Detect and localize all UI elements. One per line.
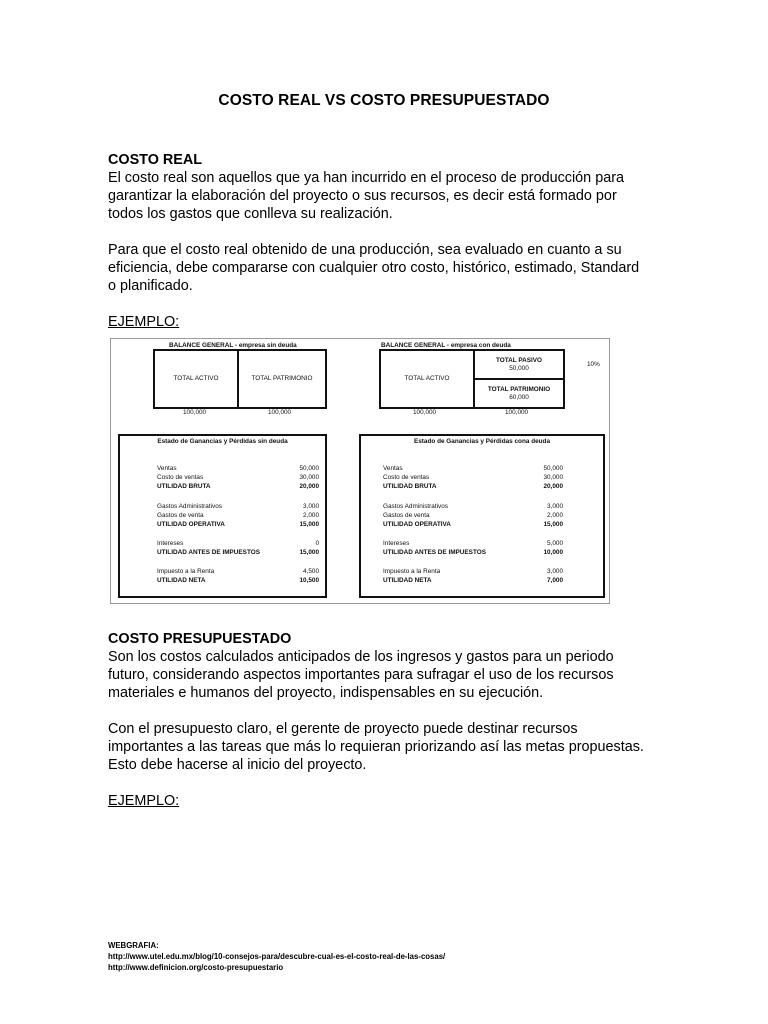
row-label: UTILIDAD NETA xyxy=(157,577,206,584)
income-statement-box xyxy=(118,434,327,598)
balance-header: BALANCE GENERAL - empresa con deuda xyxy=(381,342,511,349)
statement-row xyxy=(157,540,319,549)
statement-rows xyxy=(383,436,563,596)
reference-link[interactable]: http://www.utel.edu.mx/blog/10-consejos-para/descubre-cual-es-el-costo-real-de-las-cosas/ xyxy=(108,952,446,961)
row-value: 7,000 xyxy=(547,577,563,584)
rate-label: 10% xyxy=(587,361,600,368)
row-value: 50,000 xyxy=(543,465,563,472)
row-label: Intereses xyxy=(383,540,410,547)
statement-header: Estado de Ganancias y Pérdidas cona deuda xyxy=(413,438,551,445)
value-label: 100,000 xyxy=(505,409,529,416)
value-label: 100,000 xyxy=(268,409,292,416)
row-value: 10,000 xyxy=(543,549,563,556)
row-label: Impuesto a la Renta xyxy=(383,568,441,575)
statement-row xyxy=(383,512,563,521)
section-heading: COSTO REAL xyxy=(108,152,203,168)
total-pasivo-cell xyxy=(475,351,563,380)
row-label: UTILIDAD NETA xyxy=(383,577,432,584)
row-value: 3,000 xyxy=(547,568,563,575)
row-label: UTILIDAD ANTES DE IMPUESTOS xyxy=(383,549,486,556)
row-value: 10,500 xyxy=(299,577,319,584)
value-label: 100,000 xyxy=(183,409,207,416)
statement-row xyxy=(157,483,319,492)
references xyxy=(108,940,445,973)
cell-label: TOTAL ACTIVO xyxy=(173,375,219,382)
row-value: 4,500 xyxy=(303,568,319,575)
cell-value: 60,000 xyxy=(509,393,529,401)
balance-box xyxy=(153,349,327,409)
row-label: Impuesto a la Renta xyxy=(157,568,215,575)
statement-row xyxy=(157,577,319,586)
paragraph: El costo real son aquellos que ya han incurrido en el proceso de producción para garantizar la elaboración del proyecto o sus recursos, es decir está formado por todos los gastos que conlleva su realización. xyxy=(108,170,624,222)
statement-row xyxy=(383,549,563,558)
row-value: 30,000 xyxy=(299,474,319,481)
row-value: 3,000 xyxy=(303,503,319,510)
cell-label: TOTAL ACTIVO xyxy=(404,375,450,382)
statement-row xyxy=(157,512,319,521)
statement-row xyxy=(383,474,563,483)
row-label: UTILIDAD OPERATIVA xyxy=(157,521,225,528)
row-value: 2,000 xyxy=(547,512,563,519)
cell-label: TOTAL PASIVO xyxy=(495,356,543,364)
cell-value: 50,000 xyxy=(509,364,529,372)
row-label: UTILIDAD ANTES DE IMPUESTOS xyxy=(157,549,260,556)
paragraph: Para que el costo real obtenido de una producción, sea evaluado en cuanto a su eficiencia, debe compararse con cualquier otro costo, histórico, estimado, Standard o planificado. xyxy=(108,242,640,294)
row-value: 15,000 xyxy=(543,521,563,528)
cell-label: TOTAL PATRIMONIO xyxy=(487,385,551,393)
row-label: Intereses xyxy=(157,540,184,547)
row-value: 15,000 xyxy=(299,521,319,528)
statement-row xyxy=(157,521,319,530)
row-value: 15,000 xyxy=(299,549,319,556)
row-label: Gastos Administrativos xyxy=(157,503,222,510)
statement-row xyxy=(157,549,319,558)
balance-header: BALANCE GENERAL - empresa sin deuda xyxy=(169,342,297,349)
statement-row xyxy=(157,568,319,577)
total-patrimonio-cell xyxy=(239,351,325,407)
total-activo-cell xyxy=(155,351,239,407)
section-heading: COSTO PRESUPUESTADO xyxy=(108,631,292,647)
row-value: 20,000 xyxy=(543,483,563,490)
statement-row xyxy=(383,577,563,586)
total-activo-cell xyxy=(381,351,475,407)
row-value: 2,000 xyxy=(303,512,319,519)
statement-rows xyxy=(157,436,319,596)
statement-row xyxy=(157,503,319,512)
statement-row xyxy=(383,568,563,577)
row-value: 20,000 xyxy=(299,483,319,490)
row-label: UTILIDAD BRUTA xyxy=(383,483,437,490)
row-label: Gastos de venta xyxy=(383,512,430,519)
document-title: COSTO REAL VS COSTO PRESUPUESTADO xyxy=(218,92,550,109)
row-label: Ventas xyxy=(383,465,403,472)
row-value: 50,000 xyxy=(299,465,319,472)
row-label: Costo de ventas xyxy=(157,474,204,481)
example-label: EJEMPLO: xyxy=(108,793,180,809)
row-value: 0 xyxy=(315,540,319,547)
value-label: 100,000 xyxy=(413,409,437,416)
cell-label: TOTAL PATRIMONIO xyxy=(251,375,313,382)
row-value: 30,000 xyxy=(543,474,563,481)
total-patrimonio-cell xyxy=(475,380,563,407)
statement-row xyxy=(383,503,563,512)
row-label: Costo de ventas xyxy=(383,474,430,481)
statement-header: Estado de Ganancias y Pérdidas sin deuda xyxy=(157,438,288,445)
statement-row xyxy=(157,474,319,483)
row-value: 3,000 xyxy=(547,503,563,510)
statement-row xyxy=(383,521,563,530)
row-value: 5,000 xyxy=(547,540,563,547)
reference-link[interactable]: http://www.definicion.org/costo-presupuestario xyxy=(108,963,284,972)
statement-row xyxy=(383,465,563,474)
statement-row xyxy=(383,540,563,549)
section-costo-presupuestado xyxy=(108,630,648,810)
row-label: UTILIDAD BRUTA xyxy=(157,483,211,490)
paragraph: Son los costos calculados anticipados de los ingresos y gastos para un periodo futuro, considerando aspectos importantes para sufragar el uso de los recursos materiales e humanos del proyecto, indispensables en su ejecución. xyxy=(108,649,614,701)
row-label: UTILIDAD OPERATIVA xyxy=(383,521,451,528)
income-statement-box xyxy=(359,434,605,598)
balance-box xyxy=(379,349,565,409)
section-costo-real xyxy=(108,151,648,331)
statement-row xyxy=(383,483,563,492)
row-label: Gastos Administrativos xyxy=(383,503,448,510)
paragraph: Con el presupuesto claro, el gerente de proyecto puede destinar recursos importantes a las tareas que más lo requieran priorizando así las metas propuestas. Esto debe hacerse al inicio del proyecto. xyxy=(108,721,644,773)
example-label: EJEMPLO: xyxy=(108,314,180,330)
balance-figure xyxy=(110,338,610,604)
references-label: WEBGRAFIA: xyxy=(108,941,159,950)
row-label: Gastos de venta xyxy=(157,512,204,519)
row-label: Ventas xyxy=(157,465,177,472)
statement-row xyxy=(157,465,319,474)
